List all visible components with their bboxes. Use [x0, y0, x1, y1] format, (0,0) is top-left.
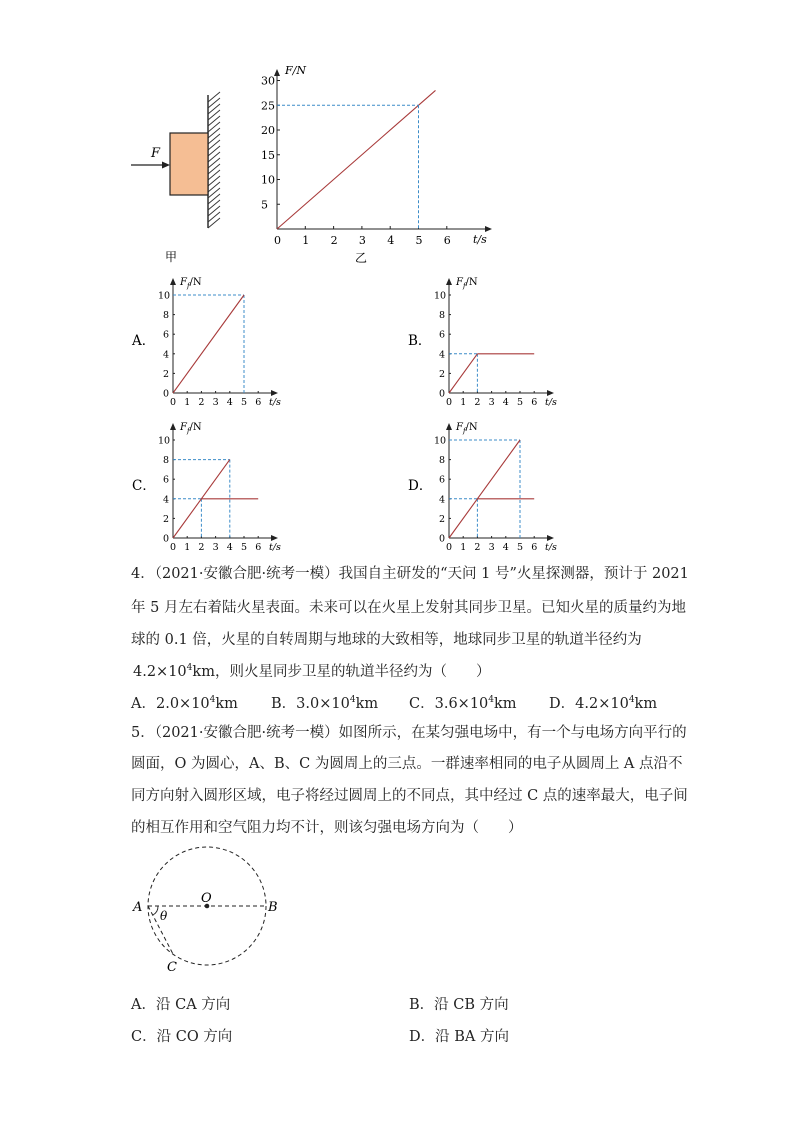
x-tick-label: 1 — [460, 397, 467, 408]
x-tick-label: 6 — [443, 234, 451, 247]
x-tick-label: 4 — [502, 397, 509, 408]
x-tick-label: 6 — [255, 397, 262, 408]
y-tick-label: 8 — [163, 455, 170, 467]
x-tick-label: 2 — [198, 397, 205, 408]
x-tick-label: 2 — [474, 542, 481, 553]
x-axis-arrow — [547, 390, 554, 396]
force-label: F — [151, 146, 161, 161]
label-A: A — [133, 900, 143, 915]
y-tick-label: 20 — [261, 124, 275, 137]
y-tick-label: 4 — [163, 494, 170, 506]
y-axis-label: F/N — [285, 64, 306, 77]
y-tick-label: 4 — [439, 349, 446, 361]
x-axis-label: t/s — [545, 542, 557, 553]
x-tick-label: 0 — [446, 397, 453, 408]
x-tick-label: 0 — [170, 542, 177, 553]
x-tick-label: 3 — [358, 234, 366, 247]
y-tick-label: 6 — [439, 474, 446, 486]
x-tick-label: 5 — [241, 397, 248, 408]
y-tick-label: 10 — [158, 435, 171, 447]
x-tick-label: 5 — [241, 542, 248, 553]
y-tick-label: 2 — [439, 513, 446, 525]
x-tick-label: 3 — [212, 542, 219, 553]
circle-figure — [130, 840, 300, 980]
label-B: B — [268, 900, 278, 915]
y-axis-arrow — [446, 278, 452, 285]
option-graph-d — [408, 422, 557, 553]
q4-line4: $4.2\times 10^4km$，则火星同步卫星的轨道半径约为（ ） — [133, 663, 491, 680]
x-tick-label: 6 — [531, 542, 538, 553]
y-axis-arrow — [170, 278, 176, 285]
x-tick-label: 1 — [184, 542, 191, 553]
x-tick-label: 6 — [255, 542, 262, 553]
x-tick-label: 2 — [198, 542, 205, 553]
option-graph-a — [131, 277, 281, 408]
y-axis-label: $F_f/N$ — [456, 277, 478, 290]
option-graph-b — [408, 277, 557, 408]
y-tick-label: 0 — [163, 533, 170, 545]
y-tick-label: 6 — [163, 329, 170, 341]
label-O: O — [201, 891, 212, 906]
x-tick-label: 3 — [212, 397, 219, 408]
option-graph-c — [132, 422, 281, 553]
y-tick-label: 2 — [439, 368, 446, 380]
y-tick-label: 0 — [439, 388, 446, 400]
x-tick-label: 1 — [302, 234, 310, 247]
y-tick-label: 2 — [163, 368, 170, 380]
y-tick-label: 30 — [261, 74, 275, 88]
y-tick-label: 6 — [163, 474, 170, 486]
y-tick-label: 10 — [434, 290, 447, 302]
q4-option-d[interactable]: D．$4.2\times 10^4km$ — [549, 695, 658, 712]
q4-option-b[interactable]: B．$3.0\times 10^4km$ — [271, 695, 379, 712]
q5-line1: 5．（2021·安徽合肥·统考一模）如图所示，在某匀强电场中，有一个与电场方向平行的 — [131, 725, 687, 741]
y-tick-label: 0 — [163, 388, 170, 400]
x-tick-label: 2 — [330, 234, 338, 247]
x-tick-label: 0 — [274, 234, 281, 247]
x-tick-label: 3 — [488, 397, 495, 408]
x-tick-label: 3 — [488, 542, 495, 553]
y-tick-label: 25 — [261, 99, 275, 113]
y-axis-label: $F_f/N$ — [180, 277, 202, 290]
jia-label: 甲 — [165, 250, 178, 264]
y-tick-label: 4 — [163, 349, 170, 361]
x-axis-arrow — [547, 535, 554, 541]
option-graphs — [0, 0, 794, 560]
y-tick-label: 8 — [439, 455, 446, 467]
q5-option-d[interactable]: D．沿 BA 方向 — [409, 1029, 509, 1045]
x-axis-label: t/s — [269, 542, 281, 553]
x-tick-label: 5 — [517, 542, 524, 553]
q5-option-a[interactable]: A．沿 CA 方向 — [131, 997, 231, 1013]
x-axis-arrow — [271, 390, 278, 396]
option-letter: C． — [132, 478, 156, 494]
q4-line3: 球的 0.1 倍，火星的自转周期与地球的大致相等，地球同步卫星的轨道半径约为 — [131, 632, 642, 648]
x-tick-label: 5 — [415, 234, 423, 247]
data-segment — [449, 354, 477, 393]
x-tick-label: 5 — [517, 397, 524, 408]
y-tick-label: 8 — [163, 310, 170, 322]
y-tick-label: 5 — [261, 198, 268, 212]
x-tick-label: 1 — [184, 397, 191, 408]
x-axis-label: t/s — [545, 397, 557, 408]
q5-line4: 的相互作用和空气阻力均不计，则该匀强电场方向为（ ） — [131, 820, 523, 836]
option-letter: A． — [132, 333, 156, 349]
x-tick-label: 1 — [460, 542, 467, 553]
q4-option-c[interactable]: C．$3.6\times 10^4km$ — [409, 695, 517, 712]
theta-arc — [153, 906, 158, 915]
option-letter: D． — [408, 478, 433, 494]
option-letter: B． — [408, 333, 432, 349]
y-tick-label: 10 — [158, 290, 171, 302]
data-segment — [173, 295, 244, 393]
x-tick-label: 4 — [387, 234, 395, 247]
q5-option-c[interactable]: C．沿 CO 方向 — [131, 1029, 233, 1045]
yi-label: 乙 — [355, 251, 368, 265]
q4-line2: 年 5 月左右着陆火星表面。未来可以在火星上发射其同步卫星。已知火星的质量约为地 — [131, 600, 686, 616]
y-axis-label: $F_f/N$ — [456, 422, 478, 435]
y-tick-label: 10 — [434, 435, 447, 447]
x-tick-label: 4 — [226, 397, 233, 408]
x-tick-label: 4 — [502, 542, 509, 553]
label-C: C — [167, 960, 177, 975]
y-axis-arrow — [446, 423, 452, 430]
x-tick-label: 0 — [446, 542, 453, 553]
y-tick-label: 10 — [261, 173, 275, 187]
q4-option-a[interactable]: A．$2.0\times 10^4km$ — [131, 695, 238, 712]
q4-line1: 4．（2021·安徽合肥·统考一模）我国自主研发的“天问 1 号”火星探测器，预计于 2021 — [131, 566, 689, 582]
x-tick-label: 4 — [226, 542, 233, 553]
y-tick-label: 4 — [439, 494, 446, 506]
label-theta: θ — [160, 909, 168, 923]
y-tick-label: 6 — [439, 329, 446, 341]
y-tick-label: 2 — [163, 513, 170, 525]
x-axis-label: t/s — [269, 397, 281, 408]
q5-line2: 圆面，O 为圆心，A、B、C 为圆周上的三点。一群速率相同的电子从圆周上 A 点沿不 — [131, 756, 683, 772]
x-tick-label: 0 — [170, 397, 177, 408]
x-tick-label: 2 — [474, 397, 481, 408]
x-axis-label: t/s — [473, 233, 487, 246]
x-axis-arrow — [271, 535, 278, 541]
y-tick-label: 0 — [439, 533, 446, 545]
q5-line3: 同方向射入圆形区域，电子将经过圆周上的不同点，其中经过 C 点的速率最大，电子间 — [131, 788, 688, 804]
data-segment — [449, 440, 520, 538]
y-axis-arrow — [170, 423, 176, 430]
x-tick-label: 6 — [531, 397, 538, 408]
y-tick-label: 15 — [261, 148, 275, 162]
y-axis-label: $F_f/N$ — [180, 422, 202, 435]
q5-option-b[interactable]: B．沿 CB 方向 — [409, 997, 509, 1013]
y-tick-label: 8 — [439, 310, 446, 322]
